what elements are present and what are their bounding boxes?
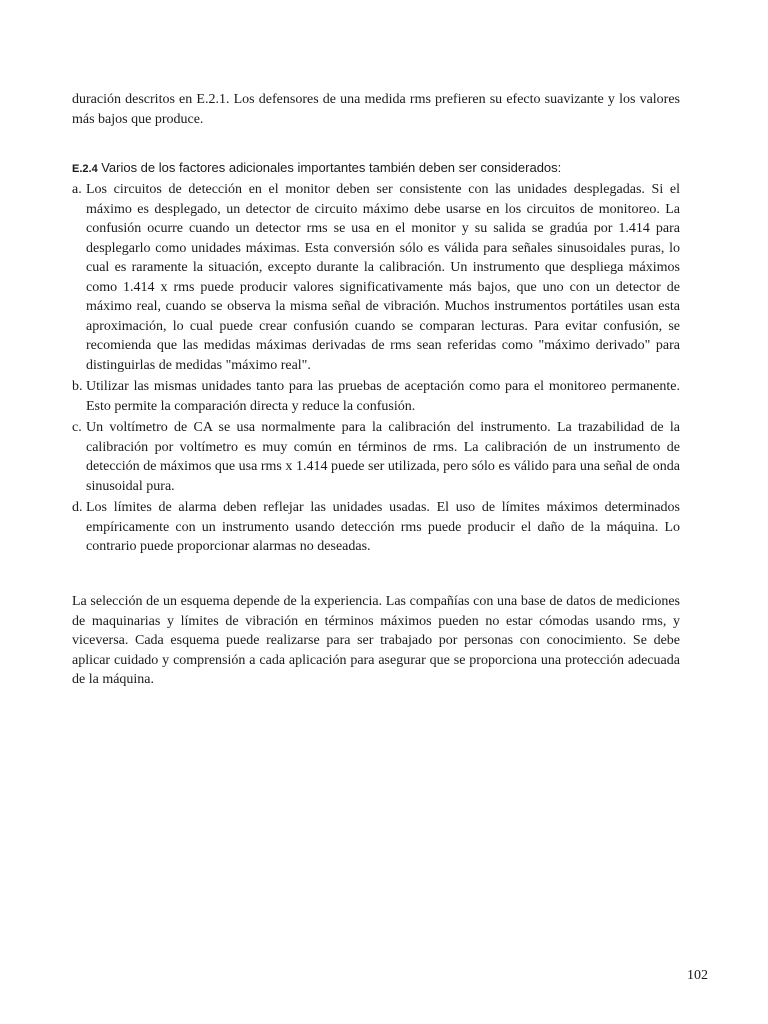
list-item-text: Utilizar las mismas unidades tanto para las pruebas de aceptación como para el monitoreo permanente. Esto permite la comparación directa y reduce la confusión. [86, 379, 680, 414]
list-item-text: Los circuitos de detección en el monitor deben ser consistente con las unidades desplegadas. Si el máximo es desplegado, un detector de circuito máximo debe usarse en los circuitos de monitoreo. La confusión ocurre cuando un detector rms se usa en el monitor y su salida se gradúa por 1.414 para desplegarlo como unidades máximas. Esta conversión sólo es válida para señales sinusoidales puras, lo cual es raramente la situación, excepto durante la calibración. Un instrumento que despliega máximos como 1.414 x rms puede producir valores significativamente más bajos, que uno con un detector de máximo real, cuando se observa la misma señal de vibración. Muchos instrumentos portátiles usan esta aproximación, lo cual puede crear confusión cuando se comparan lecturas. Para evitar confusión, se recomienda que las medidas máximas derivadas de rms sean referidas como "máximo derivado" para distinguirlas de medidas "máximo real". [86, 182, 680, 373]
section-number: E.2.4 [72, 163, 98, 175]
list-item-b [72, 377, 680, 416]
list-item-c [72, 418, 680, 496]
page-number: 102 [687, 968, 708, 983]
section-heading [72, 158, 680, 180]
list-item-text: Un voltímetro de CA se usa normalmente para la calibración del instrumento. La trazabilidad de la calibración por voltímetro es muy común en términos de rms. La calibración de un instrumento de detección de máximos que usa rms x 1.414 puede ser utilizada, pero sólo es válido para una señal de onda sinusoidal pura. [86, 420, 680, 494]
closing-paragraph: La selección de un esquema depende de la experiencia. Las compañías con una base de datos de mediciones de maquinarias y límites de vibración en términos máximos pueden no estar cómodas usando rms, y viceversa. Cada esquema puede realizarse para ser trabajado por personas con conocimiento. Se debe aplicar cuidado y comprensión a cada aplicación para asegurar que se proporciona una protección adecuada de la máquina. [72, 594, 680, 687]
list-marker: c. [72, 420, 82, 435]
list-marker: a. [72, 182, 82, 197]
list-item-a [72, 180, 680, 375]
factors-list [72, 180, 680, 559]
section-title: Varios de los factores adicionales importantes también deben ser considerados: [101, 160, 562, 175]
list-item-d [72, 498, 680, 557]
intro-paragraph: duración descritos en E.2.1. Los defensores de una medida rms prefieren su efecto suavizante y los valores más bajos que produce. [72, 92, 680, 127]
list-marker: b. [72, 379, 83, 394]
list-marker: d. [72, 500, 83, 515]
list-item-text: Los límites de alarma deben reflejar las unidades usadas. El uso de límites máximos determinados empíricamente con un instrumento usando detección rms puede producir el daño de la máquina. Lo contrario puede proporcionar alarmas no deseadas. [86, 500, 680, 554]
